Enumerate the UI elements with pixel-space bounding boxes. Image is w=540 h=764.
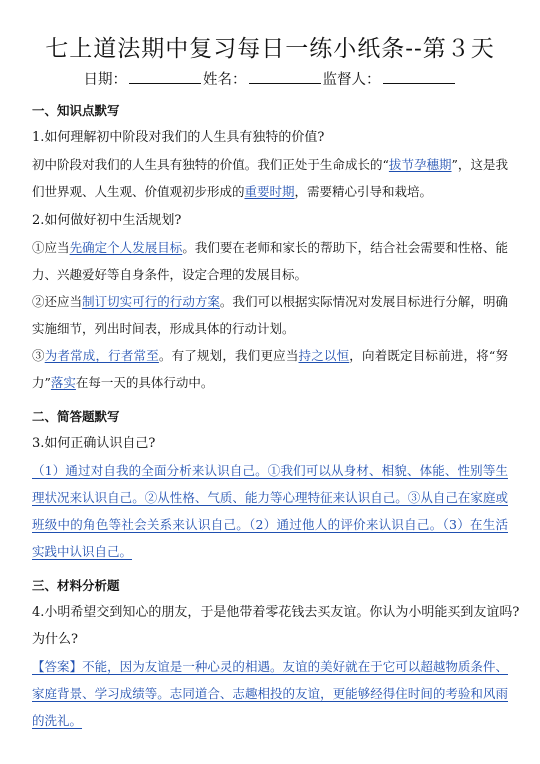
answer-2-3-text-c: 在每一天的具体行动中。 bbox=[75, 375, 214, 390]
answer-2-point-3 bbox=[32, 342, 508, 396]
info-fields bbox=[32, 68, 508, 92]
supervisor-label: 监督人： bbox=[322, 72, 381, 88]
answer-2-point-2 bbox=[32, 288, 508, 342]
answer-2-3-text-b: ，向着既定目标前进，将“努力” bbox=[32, 348, 508, 390]
answer-2-3-key-a: 为者常成，行者常至 bbox=[44, 348, 159, 363]
question-4-line-1: 4.小明希望交到知心的朋友，于是他带着零花钱去买友谊。你认为小明能买到友谊吗? bbox=[32, 605, 520, 620]
page-title: 七上道法期中复习每日一练小纸条--第３天 bbox=[45, 36, 495, 62]
answer-2-1-prefix: ①应当 bbox=[32, 240, 70, 255]
answer-2-1-key: 先确定个人发展目标 bbox=[69, 240, 183, 255]
answer-1 bbox=[32, 151, 508, 205]
section-heading-knowledge: 一、知识点默写 bbox=[32, 103, 120, 118]
name-label: 姓名： bbox=[203, 72, 247, 88]
answer-1-key-a: 拔节孕穗期 bbox=[388, 157, 452, 172]
section-heading-material-analysis: 三、材料分析题 bbox=[32, 578, 120, 593]
answer-2-point-1 bbox=[32, 234, 508, 288]
question-3: 3.如何正确认识自己? bbox=[32, 436, 156, 451]
section-heading-short-answer: 二、简答题默写 bbox=[32, 409, 120, 424]
answer-2-2-key: 制订切实可行的行动方案 bbox=[82, 294, 220, 309]
answer-2-2-prefix: ②还应当 bbox=[32, 294, 83, 309]
question-2: 2.如何做好初中生活规划? bbox=[32, 213, 182, 228]
answer-2-3-key-c: 落实 bbox=[50, 375, 76, 390]
question-4-line-2: 为什么? bbox=[32, 632, 78, 647]
answer-1-text-b: ”，这是我们世界观、人生观、价值观初步形成的 bbox=[32, 157, 508, 199]
answer-2-3-prefix: ③ bbox=[32, 348, 45, 363]
answer-3: （1）通过对自我的全面分析来认识自己。①我们可以从身材、相貌、体能、性别等生理状况来认识自己。②从性格、气质、能力等心理特征来认识自己。③从自己在家庭或班级中的角色等社会关系来认识自己。（2）通过他人的评价来认识自己。（3）在生活实践中认识自己。 bbox=[32, 463, 508, 559]
answer-1-text-c: ，需要精心引导和栽培。 bbox=[294, 184, 433, 199]
question-1: 1.如何理解初中阶段对我们的人生具有独特的价值? bbox=[32, 130, 325, 145]
answer-2-3-text-a: 。有了规划，我们更应当 bbox=[158, 348, 299, 363]
answer-2-1-text: 。我们要在老师和家长的帮助下，结合社会需要和性格、能力、兴趣爱好等自身条件，设定合理的发展目标。 bbox=[32, 240, 508, 282]
answer-2-3-key-b: 持之以恒 bbox=[298, 348, 350, 363]
answer-1-key-b: 重要时期 bbox=[244, 184, 295, 199]
supervisor-blank[interactable] bbox=[383, 69, 455, 84]
answer-4: 【答案】不能，因为友谊是一种心灵的相遇。友谊的美好就在于它可以超越物质条件、家庭背景、学习成绩等。志同道合、志趣相投的友谊，更能够经得住时间的考验和风雨的洗礼。 bbox=[32, 659, 508, 728]
name-blank[interactable] bbox=[249, 69, 321, 84]
date-label: 日期： bbox=[83, 72, 127, 88]
date-blank[interactable] bbox=[129, 69, 201, 84]
answer-1-text-a: 初中阶段对我们的人生具有独特的价值。我们正处于生命成长的“ bbox=[32, 157, 389, 172]
answer-2-2-text: 。我们可以根据实际情况对发展目标进行分解，明确实施细节，列出时间表，形成具体的行动计划。 bbox=[32, 294, 508, 336]
